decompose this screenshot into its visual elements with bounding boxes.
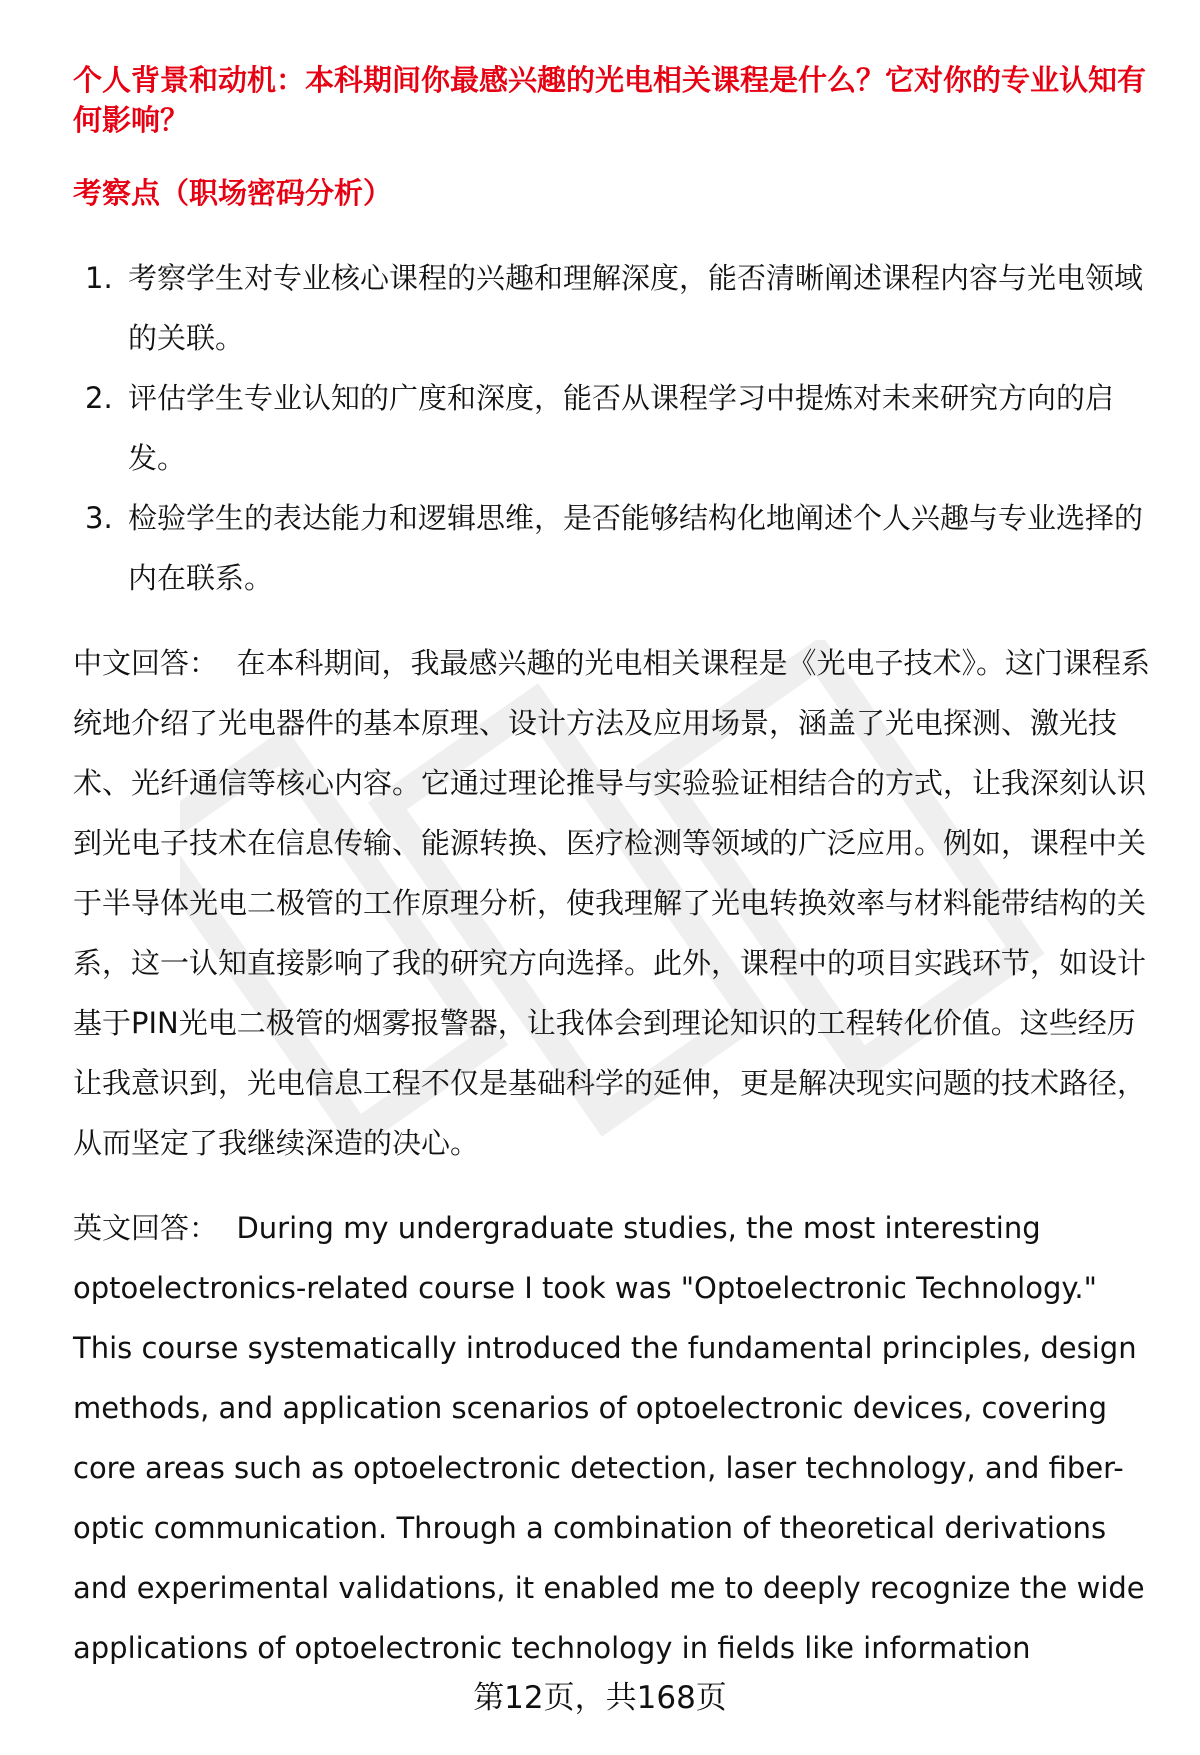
point-text: 检验学生的表达能力和逻辑思维，是否能够结构化地阐述个人兴趣与专业选择的内在联系。 [128,501,1144,595]
page-footer: 第12页，共168页 [473,1680,727,1716]
chinese-answer-text: 在本科期间，我最感兴趣的光电相关课程是《光电子技术》。这门课程系统地介绍了光电器件的基本原理、设计方法及应用场景，涵盖了光电探测、激光技术、光纤通信等核心内容。它通过理论推导与实验验证相结合的方式，让我深刻认识到光电子技术在信息传输、能源转换、医疗检测等领域的广泛应用。例如，课程中关于半导体光电二极管的工作原理分析，使我理解了光电转换效率与材料能带结构的关系，这一认知直接影响了我的研究方向选择。此外，课程中的项目实践环节，如设计基于PIN光电二极管的烟雾报警器，让我体会到理论知识的工程转化价值。这些经历让我意识到，光电信息工程不仅是基础科学的延伸，更是解决现实问题的技术路径，从而坚定了我继续深造的决心。 [73,646,1150,1160]
question-heading: 个人背景和动机：本科期间你最感兴趣的光电相关课程是什么？它对你的专业认知有何影响？ [73,63,1147,137]
point-number: 2. [85,381,113,415]
chinese-answer [73,633,1153,1173]
point-number: 1. [85,261,113,295]
analysis-point [73,368,1153,488]
analysis-points-list [73,248,1153,608]
english-answer [73,1198,1153,1678]
analysis-point [73,248,1153,368]
chinese-answer-label: 中文回答： [73,646,219,680]
english-answer-label: 英文回答： [73,1211,219,1245]
point-text: 评估学生专业认知的广度和深度，能否从课程学习中提炼对未来研究方向的启发。 [128,381,1115,475]
analysis-point [73,488,1153,608]
point-text: 考察学生对专业核心课程的兴趣和理解深度，能否清晰阐述课程内容与光电领域的关联。 [128,261,1144,355]
analysis-title: 考察点（职场密码分析） [73,176,393,210]
english-answer-text: During my undergraduate studies, the most interesting optoelectronics-related course I took was "Optoelectronic Technology." This course systematically introduced the fundamental principles, design methods, and application scenarios of optoelectronic devices, covering core areas such as optoelectronic detection, laser technology, and fiber-optic communication. Through a combination of theoretical derivations and experimental validations, it enabled me to deeply recognize the wide applications of optoelectronic technology in fields like information [73,1211,1145,1665]
point-number: 3. [85,501,113,535]
